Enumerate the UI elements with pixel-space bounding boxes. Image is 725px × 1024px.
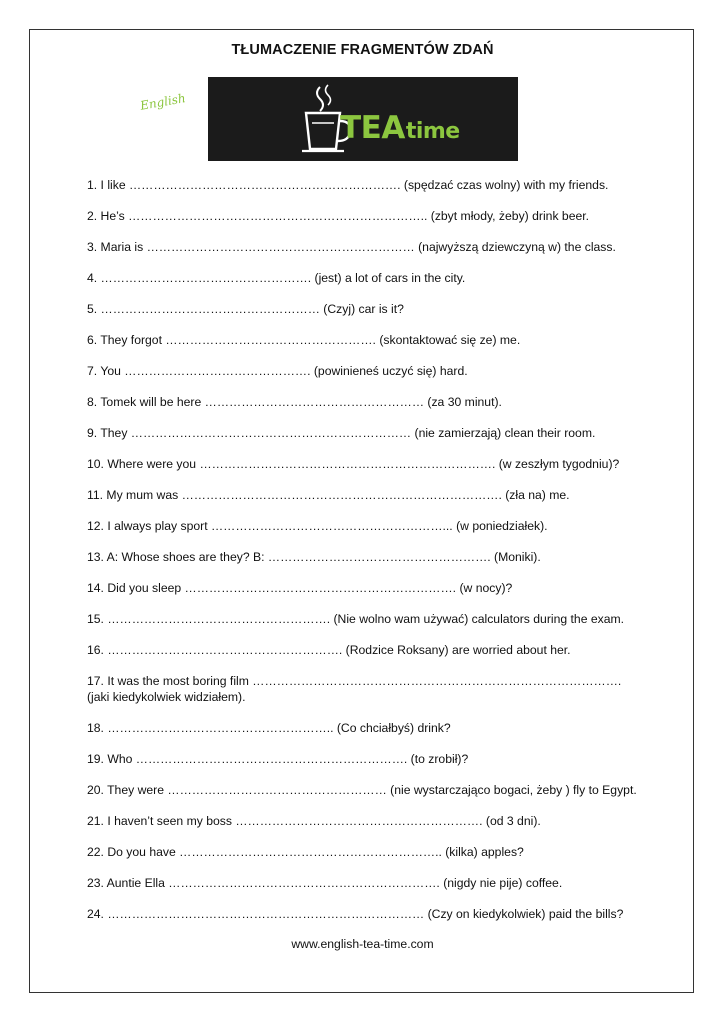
exercise-item: 8. Tomek will be here ……………………………………………… (za 30 minut). (87, 395, 502, 409)
exercise-item: 19. Who …………………………………………………………. (to zrobił)? (87, 752, 469, 766)
exercise-item: 16. …………………………………………………. (Rodzice Roksany) are worried about her. (87, 643, 571, 657)
exercise-item: 7. You ………………………………………. (powinieneś uczyć się) hard. (87, 364, 468, 378)
exercise-item: 17. It was the most boring film ………………………………………………………………………………. (jaki kiedykolwiek widziałem). (87, 674, 622, 704)
page-title: TŁUMACZENIE FRAGMENTÓW ZDAŃ (231, 42, 494, 58)
logo-word-suffix: time (405, 119, 460, 144)
exercise-item: 10. Where were you ………………………………………………………………. (w zeszłym tygodniu)? (87, 457, 620, 471)
logo-word-main: TEA (340, 110, 405, 146)
exercise-item: 12. I always play sport …………………………………………………... (w poniedziałek). (87, 519, 548, 533)
exercise-item: 22. Do you have ……………………………………………………….. (kilka) apples? (87, 845, 524, 859)
exercise-item: 2. He’s ……………………………………………………………….. (zbyt młody, żeby) drink beer. (87, 209, 590, 223)
exercise-item: 9. They …………………………………………………………… (nie zamierzają) clean their room. (87, 426, 596, 440)
exercise-item: 1. I like …………………………………………………………. (spędzać czas wolny) with my friends. (87, 178, 609, 192)
exercise-item: 6. They forgot ……………………………………………. (skontaktować się ze) me. (87, 333, 521, 347)
exercise-item: 11. My mum was ……………………………………………………………………. (zła na) me. (87, 488, 570, 502)
exercise-item: 23. Auntie Ella …………………………………………………………. (nigdy nie pije) coffee. (87, 876, 563, 890)
exercise-item: 20. They were ……………………………………………… (nie wystarczająco bogaci, żeby ) fly to Egypt. (87, 783, 637, 797)
exercise-item: 18. ……………………………………………….. (Co chciałbyś) drink? (87, 721, 451, 735)
exercise-list (87, 177, 647, 937)
exercise-item: 21. I haven’t seen my boss ……………………………………………………. (od 3 dni). (87, 814, 541, 828)
exercise-item: 24. …………………………………………………………………… (Czy on kiedykolwiek) paid the bills? (87, 907, 624, 921)
logo-wordmark (340, 111, 460, 149)
exercise-item: 15. ………………………………………………. (Nie wolno wam używać) calculators during the exam. (87, 612, 625, 626)
logo-script-text: English (139, 91, 187, 113)
exercise-item: 14. Did you sleep …………………………………………………………. (w nocy)? (87, 581, 513, 595)
exercise-item: 13. A: Whose shoes are they? B: ………………………………………………. (Moniki). (87, 550, 541, 564)
exercise-item: 5. ……………………………………………… (Czyj) car is it? (87, 302, 404, 316)
exercise-item: 3. Maria is ………………………………………………………… (najwyższą dziewczyną w) the class. (87, 240, 616, 254)
exercise-item: 4. ……………………………………………. (jest) a lot of cars in the city. (87, 271, 466, 285)
footer-url: www.english-tea-time.com (291, 937, 434, 951)
